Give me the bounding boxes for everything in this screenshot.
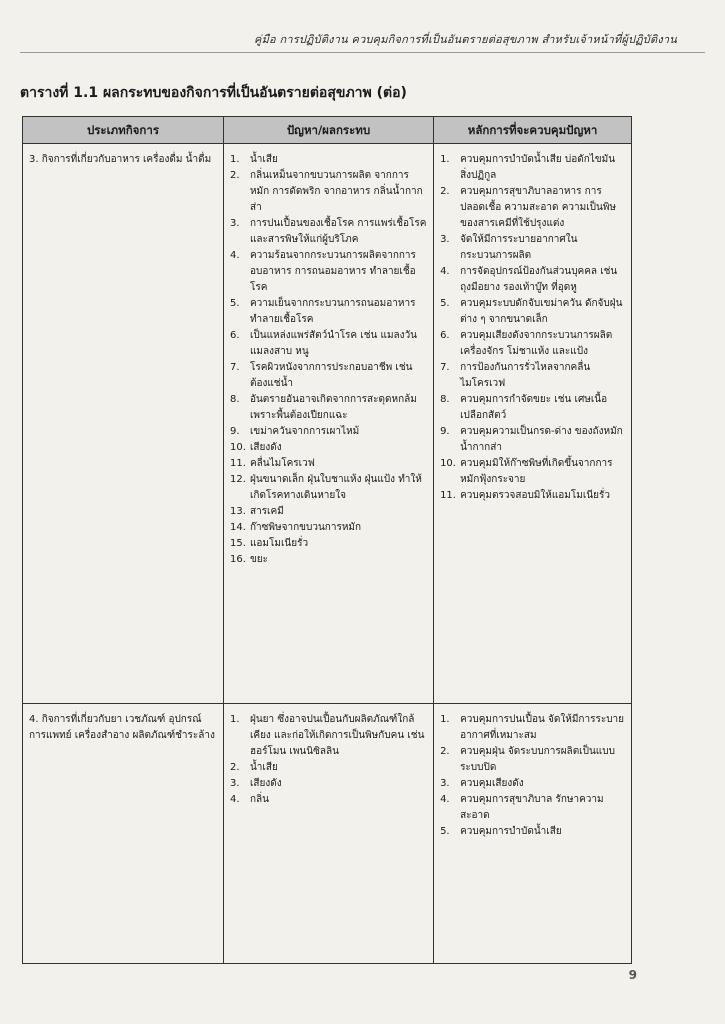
- item-text: สารเคมี: [249, 506, 284, 518]
- item-text: อันตรายอันอาจเกิดจากการสะดุดหกล้ม เพราะพื้นต้องเปียกแฉะ: [249, 394, 417, 422]
- item-text: ควบคุมการสุขาภิบาล รักษาความสะอาด: [460, 794, 604, 822]
- item-number: 3.: [229, 778, 240, 790]
- header-divider: [20, 52, 705, 53]
- item-text: ควบคุมฝุ่น จัดระบบการผลิตเป็นแบบระบบปิด: [460, 746, 615, 774]
- item-number: 11.: [440, 490, 456, 502]
- item-text: โรคผิวหนังจากการประกอบอาชีพ เช่น ต้องแช่น้ำ: [249, 362, 413, 390]
- item-number: 5.: [440, 826, 450, 838]
- item-number: 16.: [229, 554, 246, 566]
- item-text: ควบคุมเสียงดังจากกระบวนการผลิต เครื่องจักร โม่ชาแห้ง และแป้ง: [460, 330, 613, 358]
- list-item: [230, 504, 427, 520]
- item-text: การปนเปื้อนของเชื้อโรค การแพร่เชื้อโรคและสารพิษให้แก่ผู้บริโภค: [249, 218, 427, 246]
- item-number: 12.: [229, 474, 246, 486]
- problems-list: [230, 712, 427, 808]
- list-item: [230, 776, 427, 792]
- list-item: [230, 424, 427, 440]
- item-text: ควบคุมการบำบัดน้ำเสีย: [460, 826, 562, 838]
- item-number: 10.: [440, 458, 456, 470]
- item-text: เขม่าควันจากการเผาไหม้: [249, 426, 360, 438]
- list-item: [230, 328, 427, 360]
- business-type-cell: 4. กิจการที่เกี่ยวกับยา เวชภัณฑ์ อุปกรณ์การแพทย์ เครื่องสำอาง ผลิตภัณฑ์ชำระล้าง: [23, 704, 224, 964]
- item-number: 8.: [229, 394, 240, 406]
- table-title: ตารางที่ 1.1 ผลกระทบของกิจการที่เป็นอันตรายต่อสุขภาพ (ต่อ): [20, 85, 407, 101]
- item-number: 1.: [229, 154, 240, 166]
- list-item: [230, 760, 427, 776]
- list-item: [230, 520, 427, 536]
- item-number: 2.: [440, 746, 450, 758]
- list-item: [230, 248, 427, 296]
- item-number: 11.: [229, 458, 246, 470]
- item-text: จัดให้มีการระบายอากาศในกระบวนการผลิต: [460, 234, 578, 262]
- list-item: [440, 296, 625, 328]
- item-text: ขยะ: [249, 554, 269, 566]
- controls-list: [440, 152, 625, 504]
- item-number: 15.: [229, 538, 246, 550]
- item-number: 3.: [440, 234, 450, 246]
- list-item: [440, 264, 625, 296]
- list-item: [230, 216, 427, 248]
- column-header-business-type: ประเภทกิจการ: [23, 117, 224, 144]
- item-number: 5.: [440, 298, 450, 310]
- item-number: 1.: [229, 714, 240, 726]
- item-text: กลิ่น: [249, 794, 269, 806]
- item-number: 4.: [440, 794, 450, 806]
- business-type-cell: 3. กิจการที่เกี่ยวกับอาหาร เครื่องดื่ม น้ำดื่ม: [23, 144, 224, 704]
- item-text: ควบคุมระบบดักจับเขม่าควัน ดักจับฝุ่นต่าง ๆ จากขนาดเล็ก: [460, 298, 623, 326]
- item-number: 13.: [229, 506, 246, 518]
- item-number: 9.: [440, 426, 450, 438]
- item-text: ควบคุมตรวจสอบมิให้แอมโมเนียรั่ว: [460, 490, 610, 502]
- item-number: 1.: [440, 154, 450, 166]
- item-text: เป็นแหล่งแพร่สัตว์นำโรค เช่น แมลงวัน แมลงสาบ หนู: [249, 330, 418, 358]
- item-number: 1.: [440, 714, 450, 726]
- list-item: [440, 456, 625, 488]
- item-number: 2.: [229, 762, 240, 774]
- item-text: แอมโมเนียรั่ว: [249, 538, 309, 550]
- list-item: [440, 712, 625, 744]
- item-number: 3.: [229, 218, 240, 230]
- item-text: ควบคุมเสียงดัง: [460, 778, 524, 790]
- list-item: [230, 152, 427, 168]
- list-item: [230, 456, 427, 472]
- item-number: 10.: [229, 442, 246, 454]
- list-item: [440, 744, 625, 776]
- item-text: ควบคุมการปนเปื้อน จัดให้มีการระบายอากาศที่เหมาะสม: [460, 714, 625, 742]
- item-number: 3.: [440, 778, 450, 790]
- item-number: 14.: [229, 522, 246, 534]
- item-text: น้ำเสีย: [249, 762, 278, 774]
- item-text: ฝุ่นขนาดเล็ก ฝุ่นใบชาแห้ง ฝุ่นแป้ง ทำให้เกิดโรคทางเดินหายใจ: [249, 474, 422, 502]
- list-item: [230, 552, 427, 568]
- item-text: ควบคุมมิให้ก๊าซพิษที่เกิดขึ้นจากการหมักฟุ้งกระจาย: [460, 458, 613, 486]
- item-number: 7.: [440, 362, 450, 374]
- problems-cell: [223, 704, 433, 964]
- item-text: คลื่นไมโครเวฟ: [249, 458, 315, 470]
- list-item: [230, 712, 427, 760]
- list-item: [230, 472, 427, 504]
- problems-cell: [223, 144, 433, 704]
- item-text: ฝุ่นยา ซึ่งอาจปนเปื้อนกับผลิตภัณฑ์ใกล้เคียง และก่อให้เกิดการเป็นพิษกับคน เช่น ฮอร์โมน เพนนิซิลลิน: [249, 714, 425, 758]
- controls-cell: [434, 704, 632, 964]
- impact-table: [22, 116, 632, 964]
- list-item: [440, 776, 625, 792]
- item-text: ควบคุมการสุขาภิบาลอาหาร การปลอดเชื้อ ความสะอาด ความเป็นพิษของสารเคมีที่ใช้ปรุงแต่ง: [460, 186, 617, 230]
- item-number: 4.: [229, 250, 240, 262]
- item-text: ควบคุมการกำจัดขยะ เช่น เศษเนื้อ เปลือกสัตว์: [460, 394, 608, 422]
- item-text: การป้องกันการรั่วไหลจากคลื่นไมโครเวฟ: [460, 362, 591, 390]
- controls-cell: [434, 144, 632, 704]
- item-number: 6.: [440, 330, 450, 342]
- page-number: 9: [628, 968, 637, 982]
- list-item: [440, 360, 625, 392]
- list-item: [230, 536, 427, 552]
- running-header: คู่มือ การปฏิบัติงาน ควบคุมกิจการที่เป็นอันตรายต่อสุขภาพ สำหรับเจ้าหน้าที่ผู้ปฏิบัติงาน: [254, 33, 677, 46]
- item-number: 4.: [229, 794, 240, 806]
- list-item: [440, 488, 625, 504]
- controls-list: [440, 712, 625, 840]
- item-text: เสียงดัง: [249, 778, 282, 790]
- list-item: [230, 792, 427, 808]
- list-item: [440, 232, 625, 264]
- list-item: [230, 360, 427, 392]
- item-number: 4.: [440, 266, 450, 278]
- item-number: 2.: [229, 170, 240, 182]
- table-row: [23, 704, 632, 964]
- list-item: [440, 824, 625, 840]
- list-item: [440, 328, 625, 360]
- list-item: [440, 184, 625, 232]
- item-number: 2.: [440, 186, 450, 198]
- problems-list: [230, 152, 427, 568]
- list-item: [230, 440, 427, 456]
- list-item: [230, 392, 427, 424]
- item-text: ก๊าซพิษจากขบวนการหมัก: [249, 522, 362, 534]
- item-number: 5.: [229, 298, 240, 310]
- item-text: การจัดอุปกรณ์ป้องกันส่วนบุคคล เช่น ถุงมือยาง รองเท้าบู๊ท ที่อุดหู: [460, 266, 618, 294]
- item-text: ควบคุมความเป็นกรด-ด่าง ของถังหมักน้ำกากส่า: [460, 426, 623, 454]
- item-number: 9.: [229, 426, 240, 438]
- item-text: ความร้อนจากกระบวนการผลิตจากการอบอาหาร การถนอมอาหาร ทำลายเชื้อโรค: [249, 250, 416, 294]
- item-text: เสียงดัง: [249, 442, 282, 454]
- table-header-row: [23, 117, 632, 144]
- item-text: กลิ่นเหม็นจากขบวนการผลิต จากการหมัก การดัดพริก จากอาหาร กลิ่นน้ำกากส่า: [249, 170, 423, 214]
- list-item: [440, 392, 625, 424]
- list-item: [230, 168, 427, 216]
- column-header-control-principles: หลักการที่จะควบคุมปัญหา: [434, 117, 632, 144]
- item-number: 6.: [229, 330, 240, 342]
- list-item: [230, 296, 427, 328]
- item-text: ควบคุมการบำบัดน้ำเสีย บ่อดักไขมัน สิ่งปฏิกูล: [460, 154, 616, 182]
- list-item: [440, 424, 625, 456]
- list-item: [440, 792, 625, 824]
- item-text: ความเย็นจากกระบวนการถนอมอาหาร ทำลายเชื้อโรค: [249, 298, 416, 326]
- item-text: น้ำเสีย: [249, 154, 278, 166]
- list-item: [440, 152, 625, 184]
- table-row: [23, 144, 632, 704]
- item-number: 7.: [229, 362, 240, 374]
- item-number: 8.: [440, 394, 450, 406]
- column-header-problems: ปัญหา/ผลกระทบ: [223, 117, 433, 144]
